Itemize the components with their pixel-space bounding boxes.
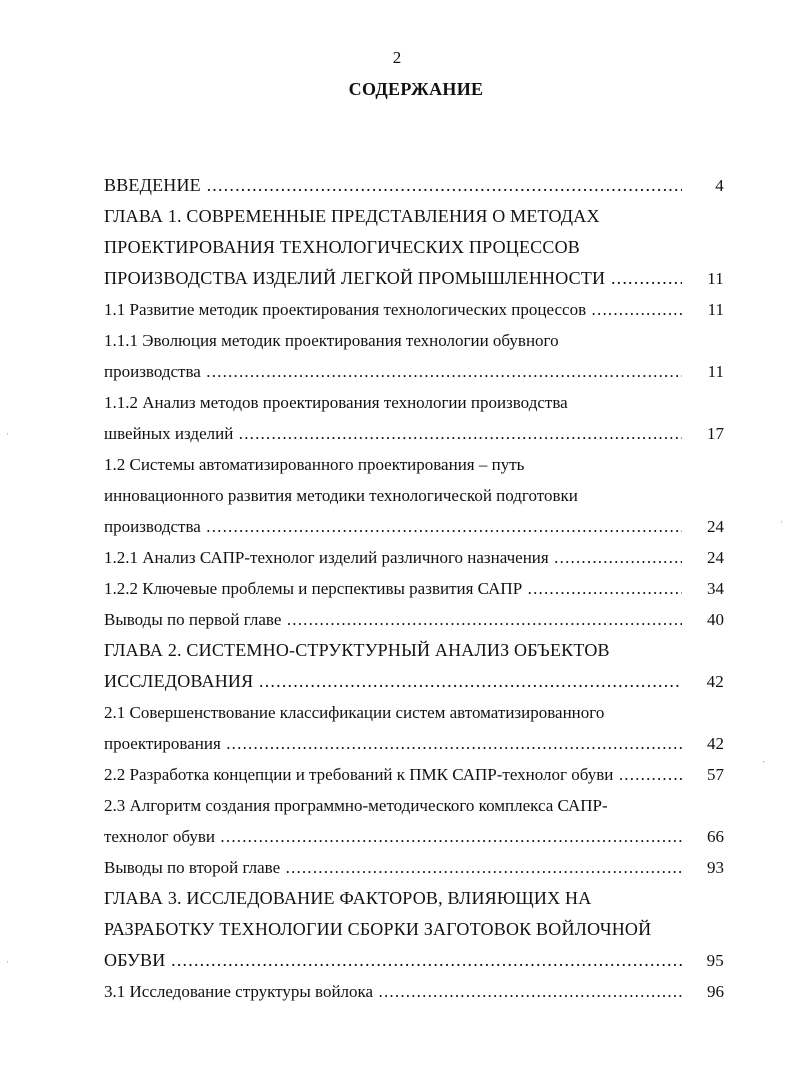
toc-entry-text: 1.1 Развитие методик проектирования технологических процессов ..... [104,294,682,325]
toc-entry [104,325,724,356]
toc-entry-text: 3.1 Исследование структуры войлока ..... [104,976,682,1007]
toc-entry-text: ПРОЕКТИРОВАНИЯ ТЕХНОЛОГИЧЕСКИХ ПРОЦЕССОВ [104,237,580,257]
toc-entry-text: инновационного развития методики технологической подготовки [104,486,578,505]
toc-entry-page: 40 [707,610,724,629]
toc-entry [104,573,724,604]
toc-entry-text: 2.3 Алгоритм создания программно-методического комплекса САПР- [104,796,608,815]
toc-entry [104,728,724,759]
toc-entry-text: 2.2 Разработка концепции и требований к ПМК САПР-технолог обуви ..... [104,759,682,790]
toc-entry-text: 1.1.1 Эволюция методик проектирования технологии обувного [104,331,559,350]
page-number: 2 [392,48,402,67]
toc-entry-text: швейных изделий ..... [104,418,682,449]
toc-entry [104,790,724,821]
toc-entry [104,914,724,945]
toc-entry-text: ГЛАВА 1. СОВРЕМЕННЫЕ ПРЕДСТАВЛЕНИЯ О МЕТОДАХ [104,206,600,226]
toc-entry-page: 42 [707,734,724,753]
scan-speck: ˈ [780,520,784,531]
toc-entry-text: Выводы по второй главе ..... [104,852,682,883]
toc-entry [104,449,724,480]
toc-entry [104,604,724,635]
toc-entry [104,945,724,976]
toc-entry [104,356,724,387]
toc-entry [104,263,724,294]
scan-speck: ˈ [6,960,10,971]
toc-entry [104,232,724,263]
toc-entry [104,170,724,201]
toc-entry [104,759,724,790]
toc-entry-page: 66 [707,827,724,846]
toc-entry-page: 4 [715,176,724,195]
toc-entry-text: РАЗРАБОТКУ ТЕХНОЛОГИИ СБОРКИ ЗАГОТОВОК ВОЙЛОЧНОЙ [104,919,652,939]
toc-entry [104,480,724,511]
toc-entry-text: ИССЛЕДОВАНИЯ ..... [104,666,682,697]
toc-entry-page: 11 [707,362,724,381]
toc-entry [104,511,724,542]
toc-entry-text: 2.1 Совершенствование классификации систем автоматизированного [104,703,605,722]
toc-entry [104,666,724,697]
toc-entry [104,883,724,914]
toc-entry-page: 34 [707,579,724,598]
toc-entry-page: 93 [707,858,724,877]
toc-entry-page: 57 [707,765,724,784]
toc-entry-text: ПРОИЗВОДСТВА ИЗДЕЛИЙ ЛЕГКОЙ ПРОМЫШЛЕННОСТИ ..... [104,263,682,294]
toc-entry-text: ГЛАВА 3. ИССЛЕДОВАНИЕ ФАКТОРОВ, ВЛИЯЮЩИХ НА [104,888,592,908]
toc-entry-page: 11 [707,269,724,288]
toc-entry-text: технолог обуви ..... [104,821,682,852]
toc-entry [104,294,724,325]
toc-entry-text: производства ..... [104,356,682,387]
toc-entry-page: 17 [707,424,724,443]
toc-entry-text: 1.1.2 Анализ методов проектирования технологии производства [104,393,568,412]
toc-entry [104,976,724,1007]
toc-title: СОДЕРЖАНИЕ [348,79,484,99]
scan-speck: ˈ [6,432,10,443]
scan-speck: ˏ [762,752,766,763]
toc-entry [104,821,724,852]
toc-entry [104,852,724,883]
toc-entry [104,542,724,573]
toc-entry-text: производства ..... [104,511,682,542]
toc-entry-text: 1.2 Системы автоматизированного проектирования – путь [104,455,525,474]
toc-entry-text: проектирования ..... [104,728,682,759]
toc-entry [104,387,724,418]
toc-entry-text: ВВЕДЕНИЕ ..... [104,170,682,201]
toc-entry-page: 24 [707,548,724,567]
toc-entry [104,635,724,666]
toc-entry [104,201,724,232]
table-of-contents [104,170,724,1007]
toc-entry-page: 24 [707,517,724,536]
toc-entry-text: 1.2.2 Ключевые проблемы и перспективы развития САПР ..... [104,573,682,604]
toc-entry-text: ОБУВИ ..... [104,945,682,976]
toc-entry-text: ГЛАВА 2. СИСТЕМНО-СТРУКТУРНЫЙ АНАЛИЗ ОБЪЕКТОВ [104,640,610,660]
toc-entry [104,418,724,449]
toc-entry-page: 96 [707,982,724,1001]
toc-entry-page: 42 [706,672,724,691]
toc-entry-text: Выводы по первой главе ..... [104,604,682,635]
toc-entry-text: 1.2.1 Анализ САПР-технолог изделий различного назначения ..... [104,542,682,573]
toc-entry-page: 11 [707,300,724,319]
toc-entry-page: 95 [706,951,724,970]
toc-entry [104,697,724,728]
